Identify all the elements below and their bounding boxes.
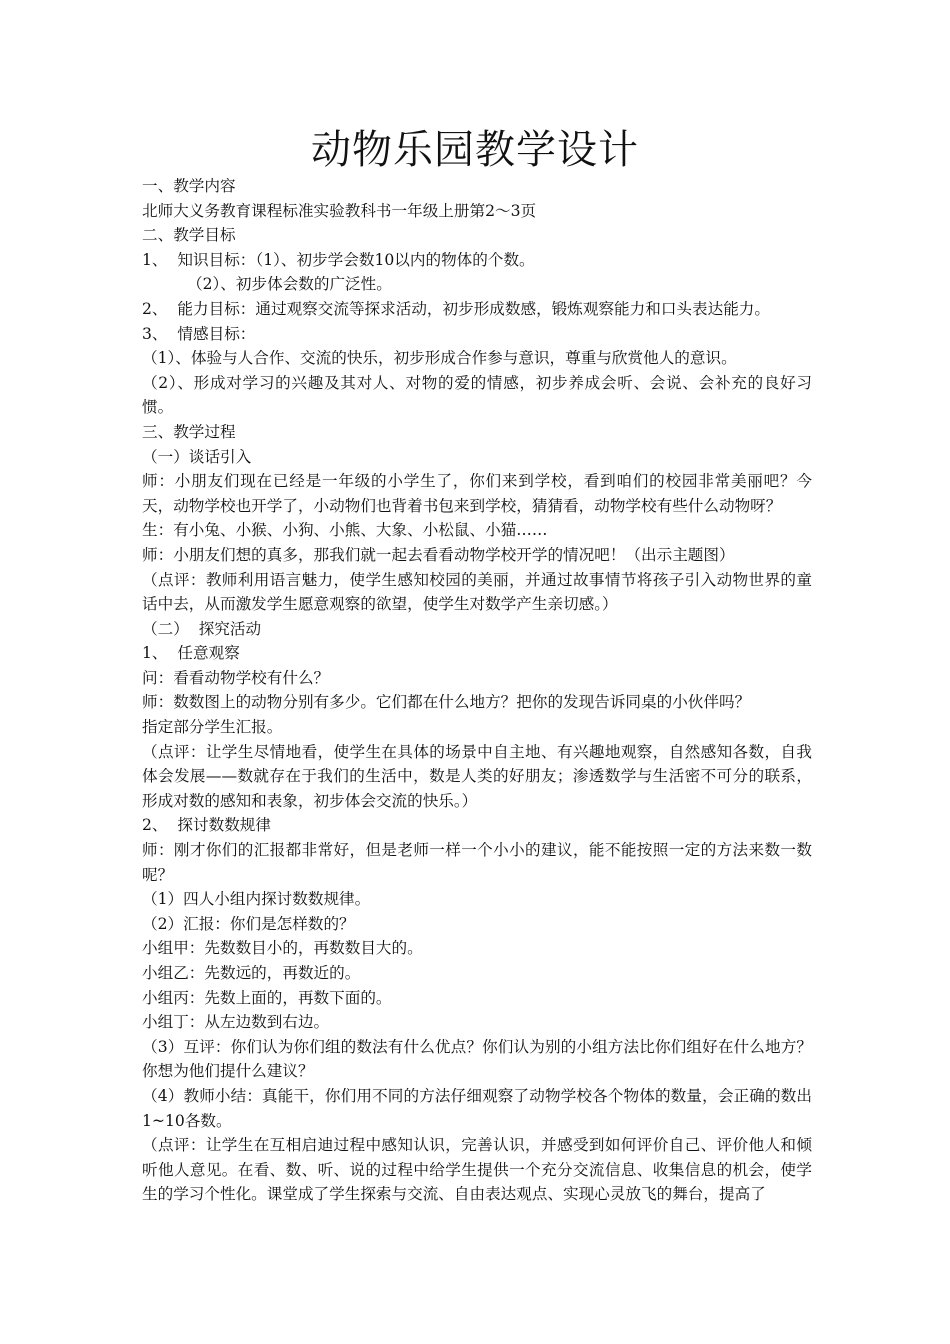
paragraph: 1、 知识目标：（1）、初步学会数10以内的物体的个数。 <box>142 250 535 269</box>
comment-paragraph: （点评：让学生在互相启迪过程中感知认识，完善认识，并感受到如何评价自己、评价他人和倾听他人意见。在看、数、听、说的过程中给学生提供一个充分交流信息、收集信息的机会，使学生的学习个性化。课堂成了学生探索与交流、自由表达观点、实现心灵放飞的舞台，提高了 <box>142 1136 812 1204</box>
paragraph: （2）、形成对学习的兴趣及其对人、对物的爱的情感，初步养成会听、会说、会补充的良好习惯。 <box>142 373 812 417</box>
paragraph: （4）教师小结：真能干，你们用不同的方法仔细观察了动物学校各个物体的数量，会正确的数出1~10各数。 <box>142 1086 812 1130</box>
document-body <box>142 174 812 1207</box>
paragraph: （3）互评：你们认为你们组的数法有什么优点？你们认为别的小组方法比你们组好在什么地方？你想为他们提什么建议？ <box>142 1037 812 1081</box>
paragraph: 2、 能力目标：通过观察交流等探求活动，初步形成数感，锻炼观察能力和口头表达能力。 <box>142 299 770 318</box>
section-heading: 三、教学过程 <box>142 422 236 441</box>
comment-paragraph: （点评：教师利用语言魅力，使学生感知校园的美丽，并通过故事情节将孩子引入动物世界的童话中去，从而激发学生愿意观察的欲望，使学生对数学产生亲切感。） <box>142 570 812 614</box>
paragraph: 小组乙：先数远的，再数近的。 <box>142 964 361 982</box>
paragraph: 指定部分学生汇报。 <box>142 718 283 737</box>
paragraph: 师：数数图上的动物分别有多少。它们都在什么地方？把你的发现告诉同桌的小伙伴吗？ <box>142 693 751 712</box>
paragraph: 2、 探讨数数规律 <box>142 816 271 835</box>
comment-paragraph: （点评：让学生尽情地看，使学生在具体的场景中自主地、有兴趣地观察，自然感知各数，自我体会发展——数就存在于我们的生活中，数是人类的好朋友；渗透数学与生活密不可分的联系，形成对数的感知和表象，初步体会交流的快乐。） <box>142 742 812 810</box>
paragraph: （1）、体验与人合作、交流的快乐，初步形成合作参与意识，尊重与欣赏他人的意识。 <box>142 349 737 368</box>
subsection-heading: （二） 探究活动 <box>142 619 262 638</box>
paragraph: 3、 情感目标： <box>142 324 256 343</box>
paragraph: 问：看看动物学校有什么？ <box>142 668 330 687</box>
section-heading: 一、教学内容 <box>142 177 236 195</box>
paragraph: 北师大义务教育课程标准实验教科书一年级上册第2～3页 <box>142 201 537 220</box>
section-heading: 二、教学目标 <box>142 226 236 245</box>
paragraph: 生：有小兔、小猴、小狗、小熊、大象、小松鼠、小猫…… <box>142 521 548 540</box>
paragraph: 师：小朋友们想的真多，那我们就一起去看看动物学校开学的情况吧！（出示主题图） <box>142 545 735 564</box>
paragraph: 小组丁：从左边数到右边。 <box>142 1013 330 1032</box>
paragraph: 小组甲：先数数目小的，再数数目大的。 <box>142 939 423 958</box>
paragraph: 1、 任意观察 <box>142 644 240 663</box>
paragraph: 小组丙：先数上面的，再数下面的。 <box>142 988 392 1007</box>
paragraph: 师：刚才你们的汇报都非常好，但是老师一样一个小小的建议，能不能按照一定的方法来数一数呢？ <box>142 841 812 884</box>
paragraph: （1）四人小组内探讨数数规律。 <box>142 890 371 909</box>
subsection-heading: （一）谈话引入 <box>142 447 252 466</box>
paragraph: （2）、初步体会数的广泛性。 <box>187 275 392 294</box>
paragraph: （2）汇报：你们是怎样数的？ <box>142 914 355 933</box>
document-title: 动物乐园教学设计 <box>311 127 639 173</box>
paragraph: 师：小朋友们现在已经是一年级的小学生了，你们来到学校，看到咱们的校园非常美丽吧？今天，动物学校也开学了，小动物们也背着书包来到学校，猜猜看，动物学校有些什么动物呀？ <box>142 472 812 515</box>
